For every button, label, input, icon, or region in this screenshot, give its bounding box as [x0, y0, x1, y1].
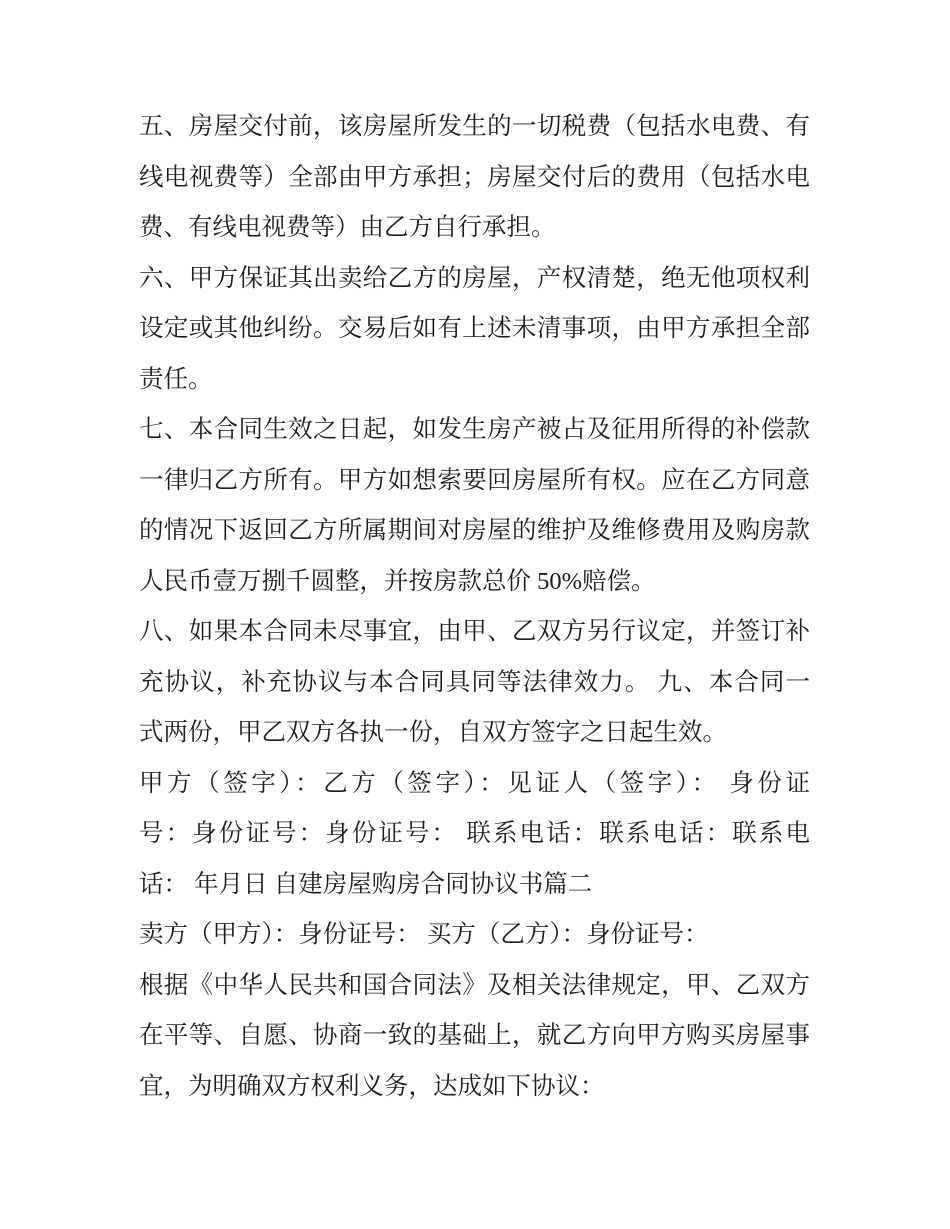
contract-line: 甲方（签字）：乙方（签字）：见证人（签字）： 身份证: [139, 769, 810, 797]
contract-line: 根据《中华人民共和国合同法》及相关法律规定，甲、乙双方: [139, 971, 810, 999]
contract-line: 话： 年月日 自建房屋购房合同协议书篇二: [139, 870, 593, 898]
contract-line: 人民币壹万捌千圆整，并按房款总价 50%赔偿。: [139, 567, 656, 595]
contract-line: 卖方（甲方）：身份证号： 买方（乙方）：身份证号：: [139, 921, 709, 948]
contract-line: 宜，为明确双方权利义务，达成如下协议：: [139, 1072, 605, 1100]
contract-line: 充协议，补充协议与本合同具同等法律效力。 九、本合同一: [139, 668, 810, 696]
contract-text-body: [139, 102, 810, 1112]
contract-line: 设定或其他纠纷。交易后如有上述未清事项，由甲方承担全部: [139, 315, 810, 342]
contract-line: 式两份，甲乙双方各执一份，自双方签字之日起生效。: [139, 719, 727, 746]
contract-line: 在平等、自愿、协商一致的基础上，就乙方向甲方购买房屋事: [139, 1022, 810, 1049]
contract-line: 一律归乙方所有。甲方如想索要回房屋所有权。应在乙方同意: [139, 466, 810, 494]
contract-line: 的情况下返回乙方所属期间对房屋的维护及维修费用及购房款: [139, 517, 810, 544]
contract-line: 八、如果本合同未尽事宜，由甲、乙双方另行议定，并签订补: [139, 618, 810, 645]
contract-line: 六、甲方保证其出卖给乙方的房屋，产权清楚，绝无他项权利: [139, 264, 810, 292]
contract-line: 号：身份证号：身份证号： 联系电话：联系电话：联系电: [139, 820, 810, 847]
contract-line: 费、有线电视费等）由乙方自行承担。: [139, 214, 556, 241]
contract-line: 线电视费等）全部由甲方承担；房屋交付后的费用（包括水电: [139, 163, 810, 191]
contract-line: 七、本合同生效之日起，如发生房产被占及征用所得的补偿款: [139, 416, 810, 443]
contract-line: 五、房屋交付前，该房屋所发生的一切税费（包括水电费、有: [139, 113, 810, 140]
contract-line: 责任。: [139, 365, 213, 393]
